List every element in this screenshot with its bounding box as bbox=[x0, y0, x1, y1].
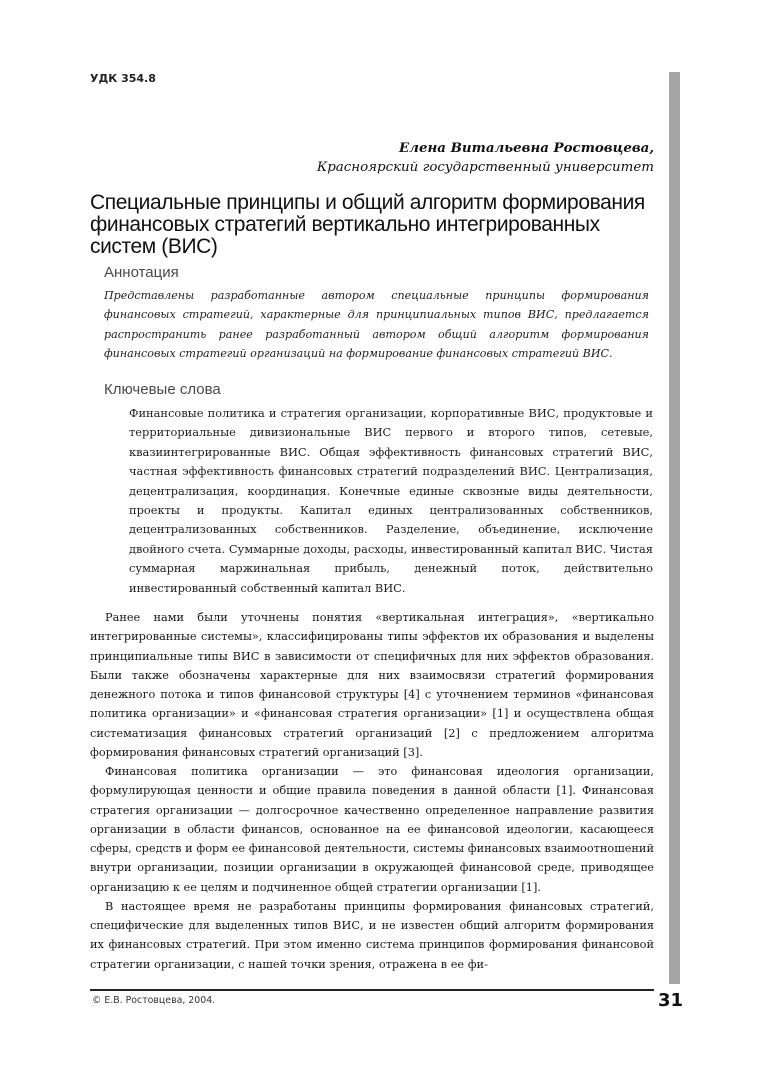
abstract-heading: Аннотация bbox=[104, 264, 179, 281]
abstract-text: Представлены разработанные автором специальные принципы формирования финансовых стратегий, характерные для принципиальных типов ВИС, предлагается распространить ранее разработанный автором общий алгоритм формирования финансовых стратегий организаций на формирование финансовых стратегий ВИС. bbox=[104, 289, 649, 361]
author-name: Елена Витальевна Ростовцева, bbox=[398, 140, 654, 156]
author-block bbox=[317, 139, 654, 177]
keywords-text: Финансовые политика и стратегия организации, корпоративные ВИС, продуктовые и территориальные дивизиональные ВИС первого и второго типов, сетевые, квазиинтегрированные ВИС. Общая эффективность финансовых стратегий ВИС, частная эффективность финансовых стратегий подразделений ВИС. Централизация, децентрализация, координация. Конечные единые сквозные виды деятельности, проекты и продукты. Капитал единых централизованных собственников, децентрализованных собственников. Разделение, объединение, исключение двойного счета. Суммарные доходы, расходы, инвестированный капитал ВИС. Чистая суммарная маржинальная прибыль, денежный поток, действительно инвестированный собственный капитал ВИС. bbox=[129, 406, 653, 595]
udk-code: УДК 354.8 bbox=[90, 72, 156, 85]
copyright-note: © Е.В. Ростовцева, 2004. bbox=[92, 995, 216, 1006]
article-body bbox=[90, 608, 654, 986]
keywords-heading: Ключевые слова bbox=[104, 381, 221, 398]
body-paragraph: Финансовая политика организации — это финансовая идеология организации, формулирующая ценности и общие правила поведения в данной области [1]. Финансовая стратегия организации — долгосрочное качественно определенное направление развития организации в области финансов, основанное на ее финансовой идеологии, касающееся сферы, средств и форм ее финансовой деятельности, системы финансовых взаимоотношений внутри организации, позиции организации в окружающей финансовой среде, приводящее организацию к ее целям и подчиненное общей стратегии организации [1]. bbox=[90, 765, 654, 894]
side-margin-bar bbox=[669, 72, 680, 984]
author-affiliation: Красноярский государственный университет bbox=[316, 160, 654, 175]
page-number: 31 bbox=[658, 990, 684, 1011]
footer-rule bbox=[90, 989, 654, 991]
body-paragraph: Ранее нами были уточнены понятия «вертикальная интеграция», «вертикально интегрированные системы», классифицированы типы эффектов их образования и выделены принципиальные типы ВИС в зависимости от специфичных для них эффектов образования. Были также обозначены характерные для них взаимосвязи стратегий формирования денежного потока и типов финансовой структуры [4] с уточнением терминов «финансовая политика организации» и «финансовая стратегия организации» [1] и осуществлена общая систематизация финансовых стратегий организаций [2] с предложением алгоритма формирования финансовых стратегий организаций [3]. bbox=[90, 611, 654, 759]
body-paragraph: В настоящее время не разработаны принципы формирования финансовых стратегий, специфические для выделенных типов ВИС, и не известен общий алгоритм формирования их финансовых стратегий. При этом именно система принципов формирования финансовой стратегии организации, с нашей точки зрения, отражена в ее фи- bbox=[90, 899, 654, 971]
article-title: Специальные принципы и общий алгоритм формирования финансовых стратегий вертикально интегрированных систем (ВИС) bbox=[90, 191, 645, 258]
